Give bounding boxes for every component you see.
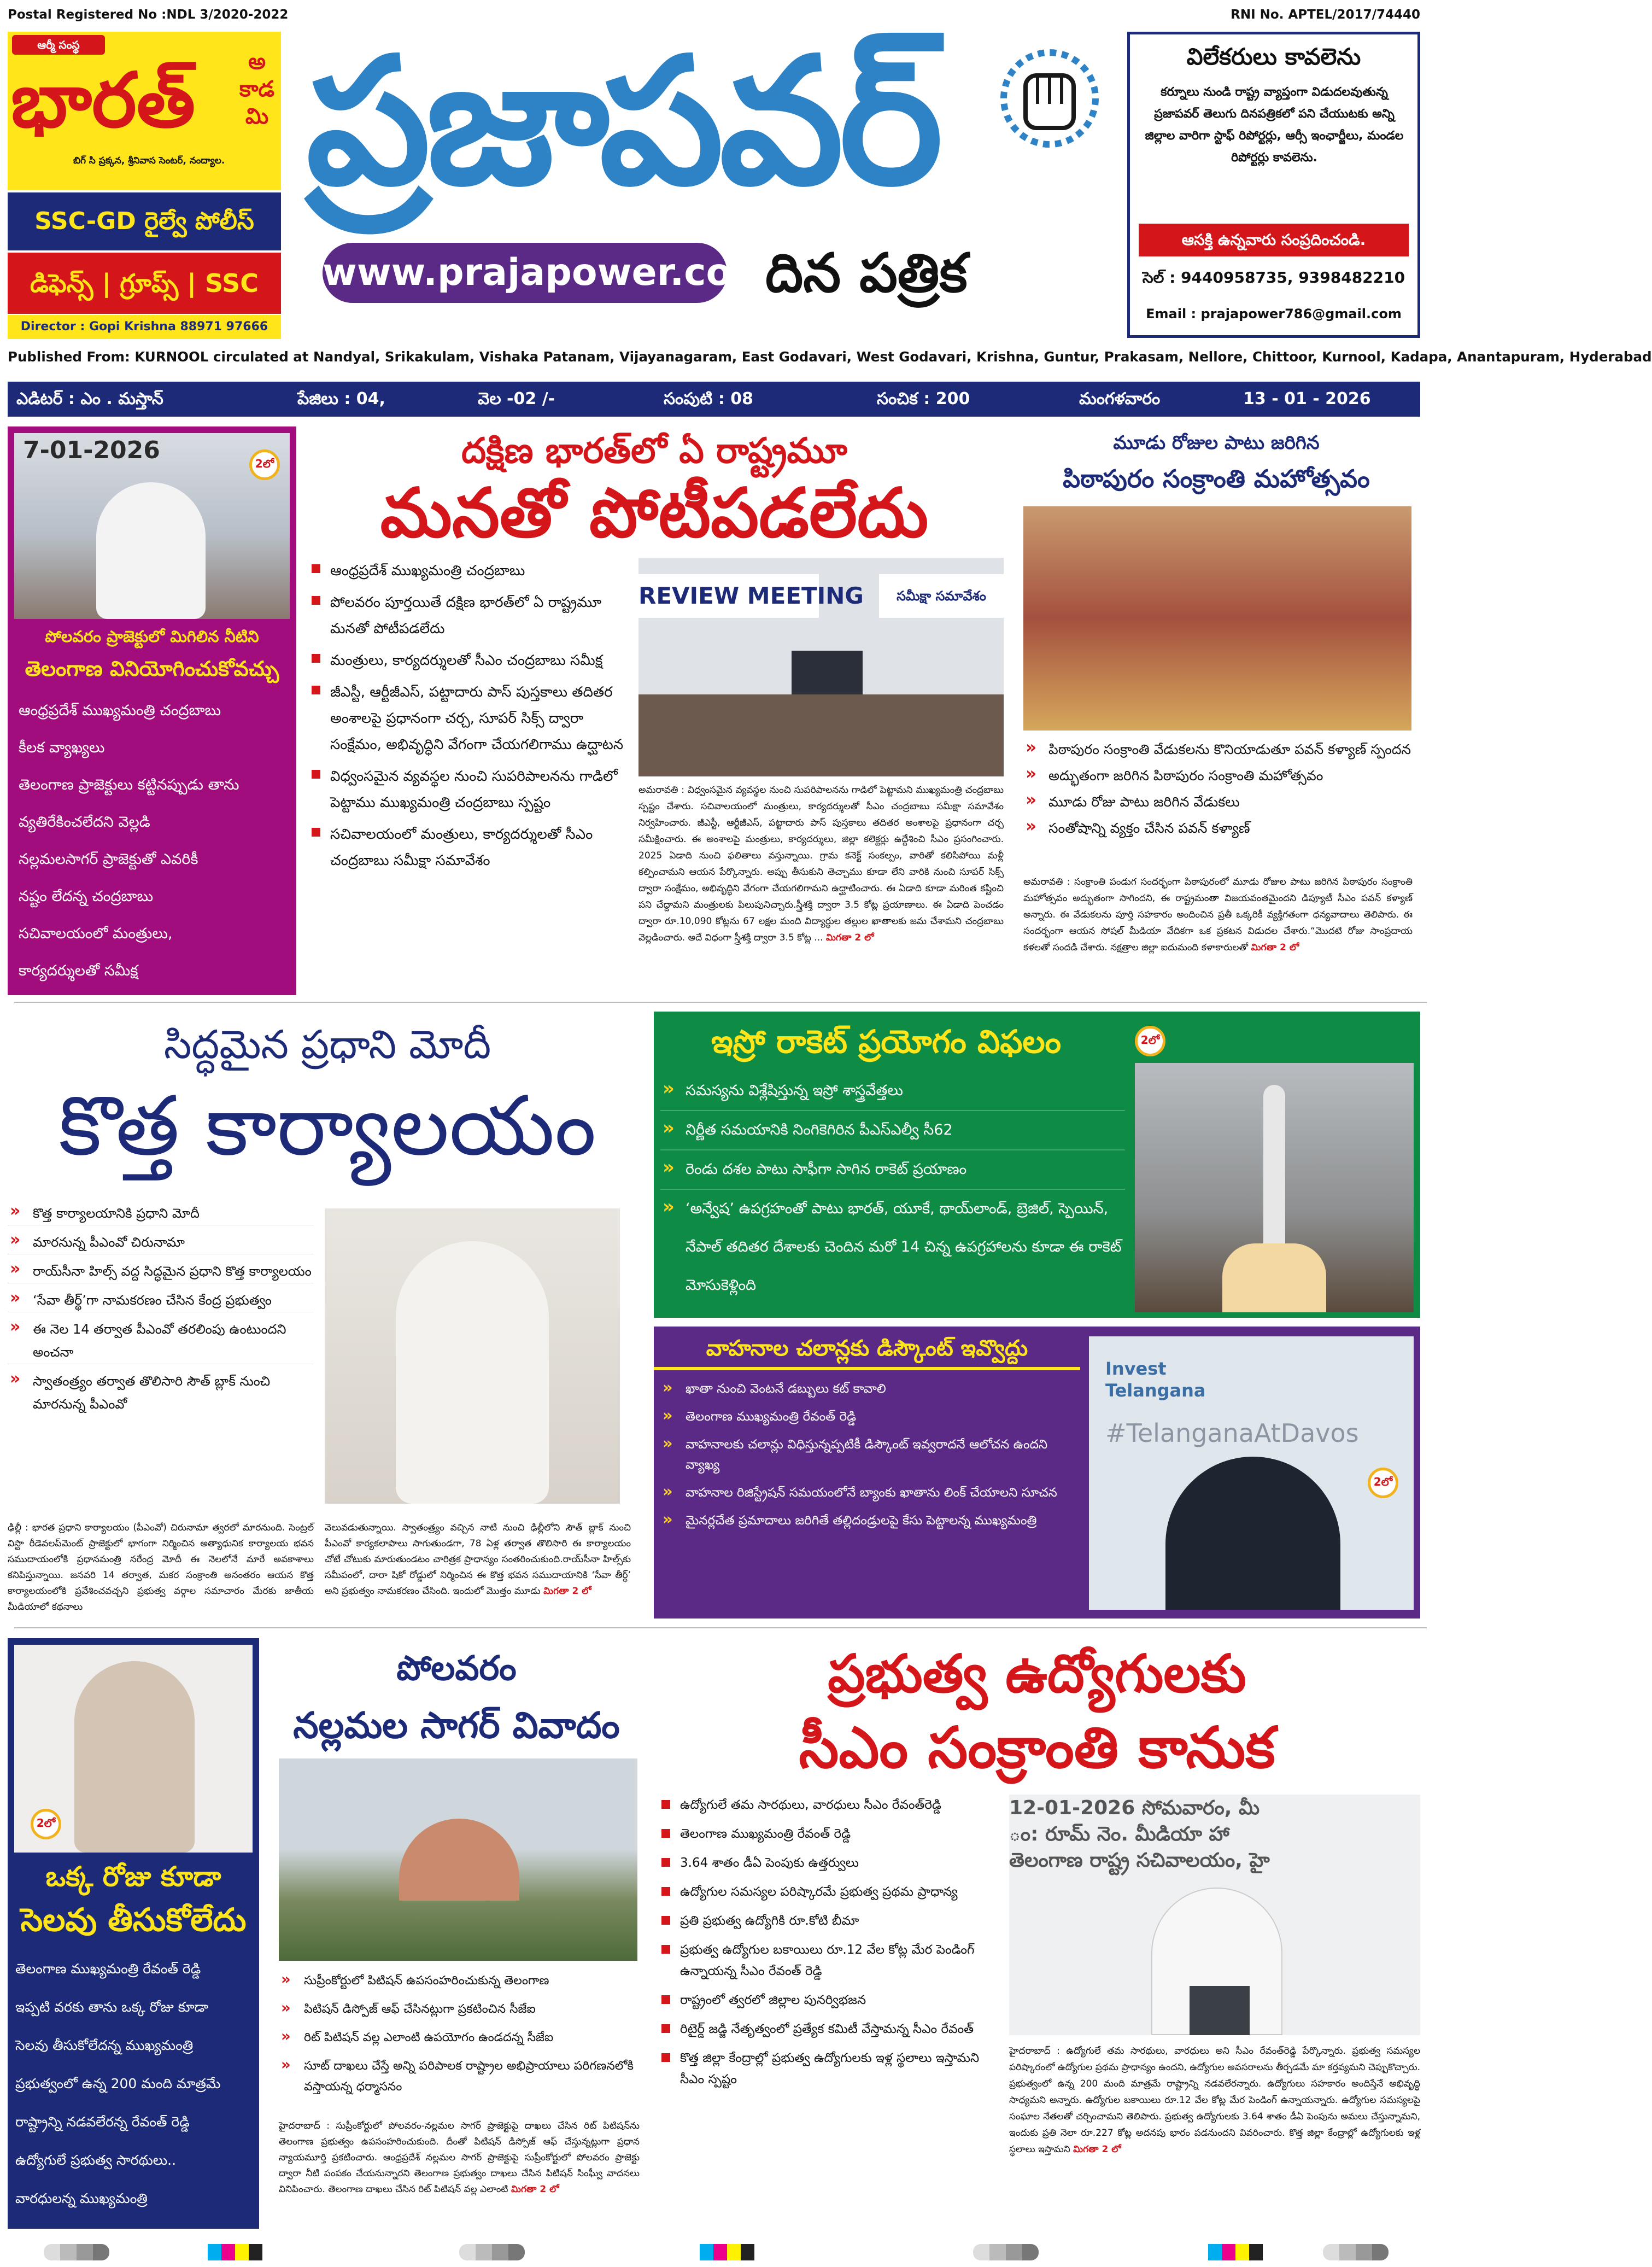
employees-bullets (658, 1795, 997, 2229)
isro-headline: ఇస్రో రాకెట్ ప్రయోగం విఫలం (711, 1023, 1062, 1060)
bullet-item: » మారనున్న పీఎంవో చిరునామా (8, 1231, 314, 1254)
challan-bullets (660, 1379, 1081, 1614)
revanth-davos-photo (1089, 1336, 1414, 1610)
bullet-item: » తెలంగాణ ముఖ్యమంత్రి రేవంత్ రెడ్డి (660, 1407, 1081, 1427)
list-item: ఆంధ్రప్రదేశ్ ముఖ్యమంత్రి చంద్రబాబు (19, 702, 221, 719)
polavaram-kicker: పోలవరం (396, 1648, 517, 1688)
reporters-phone: సెల్ : 9440958735, 9398482210 (1142, 268, 1405, 287)
ad-brand-side: అకాడమి (239, 49, 275, 129)
list-item: కార్యదర్శులతో సమీక్ష (19, 962, 138, 979)
reporters-wanted-body: కర్నూలు నుండి రాష్ట్ర వ్యాప్తంగా విడుదలవుతున్న ప్రజాపవర్ తెలుగు దినపత్రికలో పని చేయుటకు అన్ని జిల్లాల వారిగా స్టాఫ్ రిపోర్టర్లు, ఆర్సీ ఇంఛార్జీలు, మండల రిపోర్టర్లు కావలెను. (1145, 85, 1404, 165)
bullet-item: » మైనర్లచేత ప్రమాదాలు జరిగితే తల్లిదండ్రులపై కేసు పెట్టాలన్న ముఖ్యమంత్రి (660, 1511, 1081, 1531)
bullet-item: » పిఠాపురం సంక్రాంతి వేడుకలను కొనియాడుతూ పవన్ కళ్యాణ్ స్పందన (1023, 738, 1413, 761)
chandrababu-photo (14, 433, 290, 619)
bullet-item: » పిటిషన్ డిస్పోజ్ ఆఫ్ చేసినట్లుగా ప్రకటించిన సీజేఐ (279, 1999, 640, 2020)
bullet-item: » అద్భుతంగా జరిగిన పిఠాపురం సంక్రాంతి మహోత్సవం (1023, 764, 1413, 787)
main-body-text: అమరావతి : విధ్వంసమైన వ్యవస్థల నుంచి సుపరిపాలనను గాడిలో పెట్టామని ముఖ్యమంత్రి చంద్రబాబు స్పష్టం చేశారు. సచివాలయంలో మంత్రులు, కార్యదర్శులతో సీఎం చంద్రబాబు సమీక్షా సమావేశం నిర్వహించారు. జీఎస్టీ, ఆర్టీజీఎస్, పట్టాదారు పాస్ పుస్తకాలు తదితర అంశాలపై ప్రధానంగా చర్చ సమీక్షించారు. ఈ అంశాలపై మంత్రులు, కార్యదర్శులు, జిల్లా కలెక్టర్లు ఉద్దేశించి సీఎం ప్రసంగించారు. 2025 ఏడాది నుంచి ఫలితాలు వస్తున్నాయి. గ్రామ కనెక్ట్ సంకల్పం, వారితో కలిసిపోయి మళ్లీ కల్పించామని ఆయన పేర్కొన్నారు. అప్పు తీసుకుని తెచ్చాము కూడా లేని వారికి నుంచి సూపర్ సిక్స్ ద్వారా సంక్షేమం, అభివృద్ధిని వేగంగా చేయగలిగామని ఉద్ఘాటించారు. ఈ ఏడాది కూడా మరింత కష్టించి పని చేద్దామని మంత్రులకు పిలుపునిచ్చారు.స్త్రీశక్తి ద్వారా 3.5 కోట్ల ప్రయాణాలు. ఈ ఏడాది పెంచడం ద్వారా రూ.10,090 కోట్లను 67 లక్షల మంది విద్యార్థుల తల్లుల ఖాతాలకు జమ చేశామని చంద్రబాబు వెల్లడించారు. అదే విధంగా స్త్రీశక్తి ద్వారా 3.5 కోట్ల ... (638, 785, 1004, 943)
bullet-item: ప్రతి ప్రభుత్వ ఉద్యోగికి రూ.కోటి బీమా (658, 1910, 997, 1932)
left-col1-lines (19, 692, 290, 988)
pages: పేజిలు : 04, (297, 389, 385, 408)
bullet-item: » వాహనాలకు చలాన్లు విధిస్తున్నప్పటికీ డిస్కౌంట్ ఇవ్వరాదనే ఆలోచన ఉందని వ్యాఖ్య (660, 1435, 1081, 1475)
masthead (0, 0, 1652, 383)
photo-text-secretariat: తెలంగాణ రాష్ట్ర సచివాలయం, హై (1009, 1849, 1270, 1872)
bullet-item: తెలంగాణ ముఖ్యమంత్రి రేవంత్ రెడ్డి (658, 1824, 997, 1845)
rocket-exhaust (1222, 1243, 1326, 1312)
photo-banner-2: సమీక్షా సమావేశం (879, 574, 1004, 618)
list-item: ఇప్పటి వరకు తాను ఒక్క రోజు కూడా (15, 1999, 209, 2015)
dina-patrika: దిన పత్రిక (765, 242, 968, 305)
main-body (638, 782, 1004, 995)
fist-logo-icon (995, 38, 1104, 170)
bullet-item: » రాయ్‌సీనా హిల్స్ వద్ద సిద్ధమైన ప్రధాని కొత్త కార్యాలయం (8, 1260, 314, 1283)
bullet-item: » సుప్రీంకోర్టులో పిటిషన్ ఉపసంహరించుకున్న తెలంగాణ (279, 1971, 640, 1991)
registration-mark (700, 2244, 754, 2260)
continued-link[interactable]: మిగతా 2 లో (511, 2184, 559, 2195)
info-bar (8, 382, 1420, 417)
polavaram-headline: నల్లమల సాగర్ వివాదం (293, 1704, 620, 1746)
bullet-item: సచివాలయంలో మంత్రులు, కార్యదర్శులతో సీఎం చంద్రబాబు సమీక్షా సమావేశం (308, 821, 626, 874)
list-item: ఉద్యోగులే ప్రభుత్వ సారథులు.. (15, 2152, 177, 2168)
bullet-item: ప్రభుత్వ ఉద్యోగుల బకాయిలు రూ.12 వేల కోట్ల మేర పెండింగ్ ఉన్నాయన్న సీఎం రేవంత్ రెడ్డి (658, 1939, 997, 1982)
employees-story (654, 1638, 1420, 2229)
bullet-item: » వాహనాల రిజిస్ట్రేషన్ సమయంలోనే బ్యాంకు ఖాతాను లింక్ చేయాలని సూచన (660, 1483, 1081, 1503)
list-item: నష్టం లేదన్న చంద్రబాబు (19, 888, 154, 905)
left-col1-headline2: తెలంగాణ వినియోగించుకోవచ్చు (25, 657, 279, 681)
podium (1190, 1986, 1250, 2035)
left-column-story-1 (8, 426, 296, 995)
left-col2-headline2: సెలవు తీసుకోలేదు (20, 1901, 247, 1938)
continued-link[interactable]: మిగతా 2 లో (825, 932, 874, 943)
registration-mark (44, 2244, 109, 2260)
ad-line1: SSC-GD రైల్వే పోలీస్ (8, 192, 281, 250)
revanth-photo (14, 1645, 253, 1853)
photo-text-room: ం: రూమ్ నెం. మీడియా హా (1009, 1823, 1229, 1845)
continued-link[interactable]: మిగతా 2 లో (1251, 942, 1299, 953)
employees-body (1009, 2043, 1420, 2223)
pithapuram-body-text: అమరావతి : సంక్రాంతి పండుగ సందర్భంగా పిఠాపురంలో మూడు రోజుల పాటు జరిగిన పిఠాపురం సంక్రాంతి మహోత్సవం అద్భుతంగా సాగిందని, ఈ రాష్ట్రమంతా విజయవంతమైందని డిప్యూటీ సీఎం పవన్ కళ్యాణ్ అన్నారు. ఈ వేడుకలను పూర్తి సహకారం అందించిన ప్రతీ ఒక్కరికీ వ్యక్తిగతంగా ధన్యవాదాలు తెలిపారు. ఈ సందర్భంగా ఆయన సోషల్ మీడియా వేదికగా ఒక ప్రకటన విడుదల చేశారు.“మొదటి రోజు సాంప్రదాయ కళలతో సందడి చేశారు. నక్షత్రాల జిల్లా ఐదుమంది కళాకారులతో (1023, 877, 1413, 953)
website[interactable]: www.prajapower.com (323, 243, 727, 303)
revanth-press-photo (1009, 1795, 1420, 2035)
pithapuram-photo (1023, 506, 1411, 731)
pithapuram-bullets (1023, 738, 1413, 869)
bullet-item: పోలవరం పూర్తయితే దక్షిణ భారత్‌లో ఏ రాష్ట్రమూ మనతో పోటీపడలేదు (308, 589, 626, 642)
divider (14, 1627, 1427, 1628)
photo-text-davos: #TelanganaAtDavos (1105, 1418, 1359, 1448)
employees-headline: సీఎం సంక్రాంతి కానుక (799, 1714, 1275, 1781)
bullet-item: » రెండు దశల పాటు సాఫీగా సాగిన రాకెట్ ప్రయాణం (660, 1150, 1125, 1190)
screen (792, 651, 863, 694)
bullet-item: » సమస్యను విశ్లేషిస్తున్న ఇస్రో శాస్త్రవేత్తలు (660, 1072, 1125, 1111)
modi-story (8, 1012, 647, 1619)
main-bullets (308, 558, 626, 995)
published-from: Published From: KURNOOL circulated at Nandyal, Srikakulam, Vishaka Patanam, Vijayanagaram, East Godavari, West Godavari, Krishna, Guntur, Prakasam, Nellore, Chittoor, Kurnool, Kadapa, Anantapuram, Hyderabad (8, 349, 1652, 365)
list-item: ప్రభుత్వంలో ఉన్న 200 మంది మాత్రమే (15, 2076, 221, 2091)
postal-registration: Postal Registered No :NDL 3/2020-2022 (8, 8, 289, 22)
reporters-contact: ఆసక్తి ఉన్నవారు సంప్రదించండి. (1139, 224, 1409, 256)
price: వెల -02 /- (478, 389, 555, 408)
color-registration-bar (0, 2236, 1427, 2267)
volume: సంపుటి : 08 (664, 389, 754, 408)
registration-mark (973, 2244, 1039, 2260)
modi-body-left (8, 1520, 314, 1619)
pithapuram-headline: పిఠాపురం సంక్రాంతి మహోత్సవం (1063, 464, 1370, 493)
bullet-item: » ‘అన్వేష’ ఉపగ్రహంతో పాటు భారత్, యూకే, థాయ్‌లాండ్, బ్రెజిల్, స్పెయిన్, నేపాల్ తదితర దేశాలకు చెందిన మరో 14 చిన్న ఉపగ్రహాలను కూడా ఈ రాకెట్ మోసుకెళ్లింది (660, 1190, 1125, 1305)
left-ad (8, 8, 289, 341)
ad-line2: డిఫెన్స్ | గ్రూప్స్ | SSC (8, 253, 281, 314)
person-silhouette (1165, 1457, 1340, 1610)
main-headline: మనతో పోటీపడలేదు (380, 474, 929, 553)
challan-story (654, 1327, 1420, 1619)
polavaram-body (279, 2118, 640, 2217)
left-col1-headline1: పోలవరం ప్రాజెక్టులో మిగిలిన నీటిని (45, 627, 259, 646)
employees-kicker: ప్రభుత్వ ఉద్యోగులకు (828, 1643, 1246, 1704)
date: 13 - 01 - 2026 (1243, 389, 1371, 408)
bullet-item: » మూడు రోజు పాటు జరిగిన వేడుకలు (1023, 791, 1413, 814)
registration-mark (1323, 2244, 1389, 2260)
continued-link[interactable]: మిగతా 2 లో (1073, 2144, 1121, 2155)
bullet-item: జీఎస్టీ, ఆర్టీజీఎస్, పట్టాదారు పాస్ పుస్తకాలు తదితర అంశాలపై ప్రధానంగా చర్చ, సూపర్ సిక్స్ ద్వారా సంక్షేమం, అభివృద్ధిని వేగంగా చేయగలిగాము ఉద్ఘాటన (308, 679, 626, 758)
ad-tag: ఆర్మీ సంస్థ (12, 35, 105, 55)
rni-number: RNI No. APTEL/2017/74440 (1231, 8, 1420, 22)
bullet-item: ఉద్యోగుల సమస్యల పరిష్కారమే ప్రభుత్వ ప్రథమ ప్రాధాన్య (658, 1882, 997, 1903)
supreme-court-photo (279, 1758, 637, 1961)
main-kicker: దక్షిణ భారత్‌లో ఏ రాష్ట్రమూ (461, 431, 847, 471)
bullet-item: ఉద్యోగులే తమ సారథులు, వారధులు సీఎం రేవంత్‌రెడ్డి (658, 1795, 997, 1816)
registration-mark (208, 2244, 262, 2260)
modi-body-left-text: ఢిల్లీ : భారత ప్రధాని కార్యాలయం (పీఎంవో) చిరునామా త్వరలో మారనుంది. సెంట్రల్ విస్టా రీడెవలప్‌మెంట్ ప్రాజెక్టులో భాగంగా నిర్మించిన అత్యాధునిక కార్యాలయ భవన సముదాయంలోకి ప్రధానమంత్రి నరేంద్ర మోదీ ఈ నెలలోనే మారే అవకాశాలు కనిపిస్తున్నాయి. జనవరి 14 తర్వాత, మకర సంక్రాంతి అనంతరం ఆయన కొత్త కార్యాలయంలోకి ప్రవేశించవచ్చని ప్రభుత్వ వర్గాల సమాచారం మేరకు జాతీయ మీడియాలో కథనాలు (8, 1522, 314, 1612)
left-col2-headline1: ఒక్క రోజు కూడా (45, 1861, 221, 1892)
list-item: తెలంగాణ ముఖ్యమంత్రి రేవంత్ రెడ్డి (15, 1961, 201, 1977)
pithapuram-kicker: మూడు రోజుల పాటు జరిగిన (1113, 432, 1320, 454)
photo-text-telangana: Telangana (1105, 1380, 1206, 1401)
list-item: తెలంగాణ ప్రాజెక్టులు కట్టినప్పుడు తాను (19, 776, 239, 793)
issue: సంచిక : 200 (877, 389, 970, 408)
bullet-item: » సూట్ దాఖలు చేస్తే అన్ని పరిపాలక రాష్ట్రాల అభిప్రాయాలు పరిగణనలోకి వస్తాయన్న ధర్మాసనం (279, 2056, 640, 2097)
list-item: సెలవు తీసుకోలేదన్న ముఖ్యమంత్రి (15, 2037, 194, 2053)
ad-address: బిగ్ సి ప్రక్కన, శ్రీనివాస సెంటర్, నంద్యాల. (73, 155, 225, 166)
person-silhouette (96, 482, 206, 619)
list-item: సచివాలయంలో మంత్రులు, (19, 925, 173, 942)
bullet-item: మంత్రులు, కార్యదర్శులతో సీఎం చంద్రబాబు సమీక్ష (308, 647, 626, 674)
person-silhouette (74, 1661, 195, 1853)
list-item: కీలక వ్యాఖ్యలు (19, 739, 105, 756)
modi-photo (325, 1208, 620, 1504)
registration-mark (459, 2244, 525, 2260)
challan-headline: వాహనాల చలాన్లకు డిస్కౌంట్ ఇవ్వొద్దు (654, 1327, 1080, 1370)
photo-text-date: 12-01-2026 సోమవారం, మీ (1009, 1797, 1260, 1819)
photo-text-invest: Invest (1105, 1358, 1167, 1379)
bullet-item: » కొత్త కార్యాలయానికి ప్రధాని మోదీ (8, 1202, 314, 1225)
rocket-photo (1135, 1063, 1414, 1312)
polavaram-bullets (279, 1971, 640, 2102)
bullet-item: 3.64 శాతం డీఏ పెంపుకు ఉత్తర్వులు (658, 1853, 997, 1874)
employees-body-text: హైదరాబాద్ : ఉద్యోగులే తమ సారథులు, వారధులు అని సీఎం రేవంత్‌రెడ్డి పేర్కొన్నారు. ప్రభుత్వ సమస్యల పరిష్కారంలో ఉద్యోగుల ప్రథమ ప్రాధాన్యం ఉందని, ఉద్యోగుల అవసరాలను తీర్చడమే మా కర్తవ్యమని చెప్పుకొచ్చారు. ప్రభుత్వంలో ఉన్న 200 మంది మాత్రమే రాష్ట్రాన్ని నడవలేరన్నారు. ఉద్యోగులు సహకారం అందిస్తేనే అభివృద్ధి సాధ్యమని అన్నారు. ఉద్యోగుల బకాయిలు రూ.12 వేల కోట్ల మేర పెండింగ్ ఉన్నాయన్నారు. ఉద్యోగుల సమస్యలపై సంఘాల నేతలతో చర్చించామని తెలిపారు. ప్రభుత్వ ఉద్యోగులకు 3.64 శాతం డీఏ పెంపును అమలు చేస్తున్నామని, ఇందుకు ప్రతి నెలా రూ.227 కోట్ల అదనపు భారం పడనుందని వివరించారు. కొత్త జిల్లా కేంద్రాల్లో ఉద్యోగులకు ఇళ్ల స్థలాలు ఇస్తామని (1009, 2046, 1420, 2155)
isro-story (654, 1012, 1420, 1318)
polavaram-story (268, 1638, 645, 2229)
ad-director: Director : Gopi Krishna 88971 97666 (8, 315, 281, 339)
pithapuram-story (1012, 426, 1420, 995)
isro-bullets (660, 1072, 1125, 1312)
continued-badge: 2లో (1135, 1026, 1165, 1056)
continued-badge: 2లో (1368, 1468, 1398, 1498)
list-item: వ్యతిరేకించలేదని వెల్లడి (19, 814, 150, 831)
editor: ఎడిటర్ : ఎం . మస్తాన్ (16, 389, 163, 408)
pithapuram-body (1023, 874, 1413, 989)
person-silhouette (396, 1241, 549, 1504)
photo-banner: REVIEW MEETING (638, 574, 819, 618)
bullet-item: » సంతోషాన్ని వ్యక్తం చేసిన పవన్ కళ్యాణ్ (1023, 817, 1413, 840)
rocket-silhouette (1263, 1085, 1285, 1249)
list-item: రాష్ట్రాన్ని నడవలేరన్న రేవంత్ రెడ్డి (15, 2114, 190, 2130)
left-column-story-2 (8, 1638, 259, 2229)
left-col2-lines (15, 1950, 256, 2223)
list-item: నల్లమలసాగర్ ప్రాజెక్టుతో ఎవరికీ (19, 851, 198, 868)
photo-date: 7-01-2026 (23, 436, 160, 464)
modi-body-right-text: వెలువడుతున్నాయి. స్వాతంత్ర్యం వచ్చిన నాటి నుంచి ఢిల్లీలోని సౌత్ బ్లాక్ నుంచి పీఎంవో కార్యకలాపాలు సాగుతుండగా, 78 ఏళ్ల తర్వాత తొలిసారి ఈ కార్యాలయం చోటే చోటుకు మారుతుండటం చారిత్రక ప్రాధాన్యం సంతరించుకుంది.రాయ్‌సీనా హిల్స్‌కు సమీపంలో, దారా షికో రోడ్డులో నిర్మించిన ఈ కొత్త భవన సముదాయానికి ‘సేవా తీర్థ్’ అని ప్రభుత్వం నామకరణం చేసింది. ఇందులో మొత్తం మూడు (325, 1522, 631, 1597)
bullet-item: » స్వాతంత్ర్యం తర్వాత తొలిసారి సౌత్ బ్లాక్ నుంచి మారనున్న పీఎంవో (8, 1370, 314, 1416)
bullet-item: » నిర్ణీత సమయానికి నింగికెగిరిన పీఎస్ఎల్వీ సీ62 (660, 1111, 1125, 1150)
court-building (399, 1819, 519, 1901)
review-meeting-photo (638, 558, 1004, 776)
bullet-item: » రిట్ పిటిషన్ వల్ల ఎలాంటి ఉపయోగం ఉండదన్న సీజేఐ (279, 2028, 640, 2048)
bullet-item: విధ్వంసమైన వ్యవస్థల నుంచి సుపరిపాలనను గాడిలో పెట్టాము ముఖ్యమంత్రి చంద్రబాబు స్పష్టం (308, 763, 626, 816)
polavaram-body-text: హైదరాబాద్ : సుప్రీంకోర్టులో పోలవరం-నల్లమల సాగర్ ప్రాజెక్టుపై దాఖలు చేసిన రిట్ పిటిషన్‌ను తెలంగాణ ప్రభుత్వం ఉపసంహరించుకుంది. దీంతో పిటిషన్ డిస్పోజ్ ఆఫ్ చేస్తున్నట్లుగా ప్రధాన న్యాయమూర్తి ప్రకటించారు. ఆంధ్రప్రదేశ్ నల్లమల సాగర్ ప్రాజెక్టుపై సుప్రీంకోర్టులో పోలవరం ప్రాజెక్టు ద్వారా నీటి పంపకం చేయనున్నారని తెలంగాణ ప్రభుత్వం దాఖలు చేసిన పిటిషన్ సింఘ్వీ వాదనలు వినిపించారు. తెలంగాణ దాఖలు చేసిన రిట్ పిటిషన్ వల్ల ఎలాంటి (279, 2120, 640, 2195)
modi-kicker: సిద్ధమైన ప్రధాని మోదీ (163, 1021, 491, 1067)
reporters-email[interactable]: Email : prajapower786@gmail.com (1146, 306, 1402, 322)
divider (14, 1002, 1427, 1003)
day: మంగళవారం (1079, 389, 1161, 408)
reporters-wanted-title: విలేకరులు కావలెను (1186, 43, 1361, 70)
main-story (304, 426, 1005, 995)
bullet-item: » ‘సేవా తీర్థ్’గా నామకరణం చేసిన కేంద్ర ప్రభుత్వం (8, 1289, 314, 1312)
continued-badge: 2లో (249, 449, 280, 480)
modi-bullets (8, 1202, 314, 1514)
bullet-item: కొత్త జిల్లా కేంద్రాల్లో ప్రభుత్వ ఉద్యోగులకు ఇళ్ల స్థలాలు ఇస్తామని సీఎం స్పష్టం (658, 2048, 997, 2090)
bullet-item: ఆంధ్రప్రదేశ్ ముఖ్యమంత్రి చంద్రబాబు (308, 558, 626, 584)
list-item: వారధులన్న ముఖ్యమంత్రి (15, 2190, 148, 2206)
right-ad-box (1127, 32, 1420, 338)
continued-link[interactable]: మిగతా 2 లో (543, 1586, 591, 1597)
ad-brand: భారత్ (11, 56, 196, 144)
bullet-item: » ఖాతా నుంచి వెంటనే డబ్బులు కట్ కావాలి (660, 1379, 1081, 1399)
meeting-table (638, 694, 1004, 776)
modi-headline: కొత్త కార్యాలయం (58, 1079, 596, 1174)
registration-mark (1208, 2244, 1263, 2260)
bullet-item: » ఈ నెల 14 తర్వాత పీఎంవో తరలింపు ఉంటుందని అంచనా (8, 1318, 314, 1364)
bullet-item: రాష్ట్రంలో త్వరలో జిల్లాల పునర్విభజన (658, 1990, 997, 2011)
modi-body-right (325, 1520, 631, 1619)
bullet-item: రిటైర్డ్ జడ్జి నేతృత్వంలో ప్రత్యేక కమిటీ వేస్తామన్న సీఎం రేవంత్ (658, 2019, 997, 2040)
masthead-title: ప్రజాపవర్ (306, 20, 939, 224)
right-ad (1127, 8, 1420, 341)
continued-badge: 2లో (31, 1809, 61, 1839)
